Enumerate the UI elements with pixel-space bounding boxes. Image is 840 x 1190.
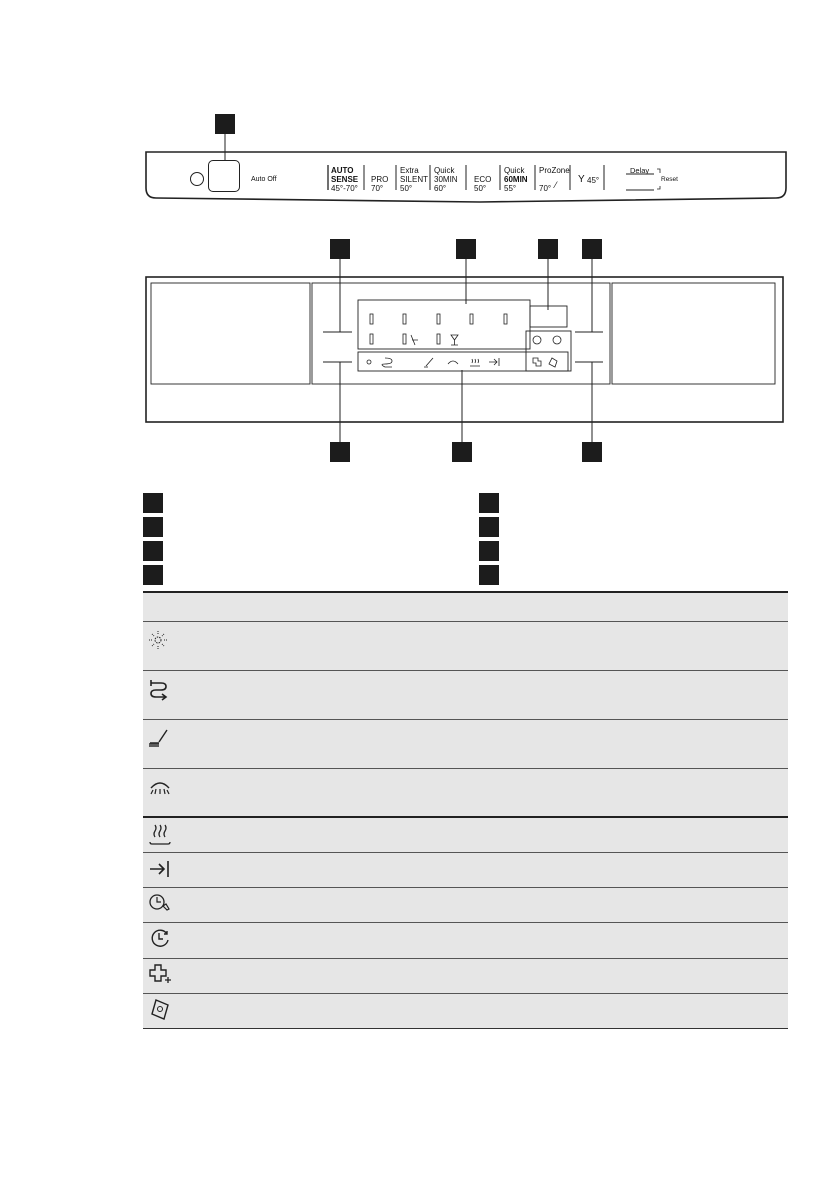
tablet-icon: [147, 997, 173, 1023]
programme-name: [474, 166, 491, 175]
legend-marker: [479, 565, 499, 585]
programme-name: ProZone: [539, 166, 570, 175]
programme-temp: 55°: [504, 184, 517, 193]
heat-waves-icon: [147, 821, 173, 847]
table-row: [143, 959, 788, 994]
delay-label: Delay: [630, 166, 650, 175]
table-row: [143, 923, 788, 959]
reset-label: Reset: [661, 176, 678, 183]
programme-name: Quick: [434, 166, 455, 175]
brush-icon: [147, 726, 173, 752]
programme-temp: 70°: [371, 184, 384, 193]
glass-temp-label: 45°: [587, 176, 600, 185]
programme-name: Quick: [504, 166, 525, 175]
legend-marker: [479, 493, 499, 513]
callout-marker-5: [582, 239, 602, 259]
table-row: [143, 671, 788, 720]
callout-marker-7: [452, 442, 472, 462]
table-header-row: [143, 593, 788, 622]
table-row: [143, 720, 788, 769]
on-off-button[interactable]: [208, 160, 240, 192]
programme-temp: 70°: [539, 184, 552, 193]
programme-temp: 60°: [434, 184, 447, 193]
arrow-to-end-icon: [147, 856, 173, 882]
legend-marker: [143, 493, 163, 513]
programme-quick-60[interactable]: [504, 166, 528, 193]
table-row: [143, 818, 788, 853]
wave-s-icon: [147, 677, 173, 703]
programme-name: SILENT: [400, 175, 429, 184]
table-row: [143, 994, 788, 1029]
legend-marker: [143, 565, 163, 585]
spray-arms-icon: [147, 775, 173, 801]
prozone-icon: ⁄: [555, 180, 557, 190]
programme-eco[interactable]: [474, 166, 491, 193]
programme-quick-30[interactable]: [434, 166, 458, 193]
clock-touch-icon: [147, 891, 173, 917]
callout-marker-4: [538, 239, 558, 259]
programme-name: 30MIN: [434, 175, 458, 184]
power-icon: [190, 172, 204, 186]
programme-name: AUTO: [331, 166, 354, 175]
programme-extra-silent[interactable]: [400, 166, 428, 193]
programme-temp: 45°-70°: [331, 184, 358, 193]
programme-temp: 50°: [474, 184, 487, 193]
programme-temp: 50°: [400, 184, 413, 193]
sun-sparkle-icon: [147, 628, 173, 654]
table-row: [143, 888, 788, 923]
table-row: [143, 622, 788, 671]
legend-marker: [143, 541, 163, 561]
legend-marker: [143, 517, 163, 537]
programme-name: PRO: [371, 175, 389, 184]
clock-arrow-icon: [147, 926, 173, 952]
delay-button[interactable]: [626, 166, 654, 190]
callout-marker-2: [330, 239, 350, 259]
programme-name: SENSE: [331, 175, 359, 184]
programme-name: 60MIN: [504, 175, 528, 184]
callout-marker-8: [582, 442, 602, 462]
glass-icon: Y: [578, 174, 585, 185]
programme-auto-sense[interactable]: [331, 166, 358, 193]
puzzle-plus-icon: [147, 962, 173, 988]
table-row: [143, 853, 788, 888]
legend-marker: [479, 541, 499, 561]
programme-pro[interactable]: [371, 166, 388, 193]
programme-name: [371, 166, 388, 175]
programme-name: ECO: [474, 175, 492, 184]
auto-off-label: Auto Off: [251, 176, 277, 183]
programme-name: Extra: [400, 166, 419, 175]
table-row: [143, 769, 788, 818]
legend-marker: [479, 517, 499, 537]
callout-marker-6: [330, 442, 350, 462]
callout-marker-3: [456, 239, 476, 259]
